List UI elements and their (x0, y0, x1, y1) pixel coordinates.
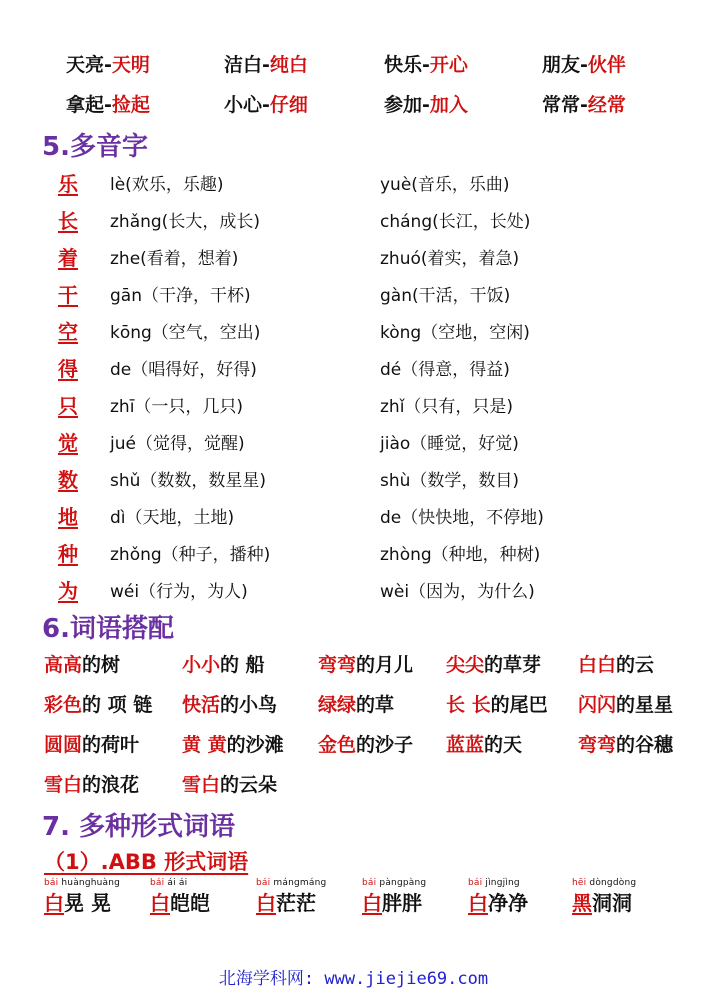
collocation-row (0, 730, 707, 762)
collocation: 圆圆的荷叶 (44, 734, 140, 756)
polyphone-row (0, 538, 707, 568)
collocation: 白白的云 (578, 654, 655, 676)
polyphone-char: 长 (58, 209, 78, 233)
reading-2: shù（数学，数目) (380, 471, 520, 491)
polyphone-char: 空 (58, 320, 78, 344)
polyphone-row (0, 427, 707, 457)
collocation: 蓝蓝的天 (446, 734, 523, 756)
collocation: 闪闪的星星 (578, 694, 674, 716)
collocation: 快活的小鸟 (182, 694, 278, 716)
reading-1: de（唱得好，好得) (110, 360, 257, 380)
collocation: 金色的沙子 (318, 734, 414, 756)
section-title-collocations: 6.词语搭配 (42, 614, 174, 644)
reading-1: zhǒng（种子，播种) (110, 545, 271, 565)
collocation: 高高的树 (44, 654, 121, 676)
polyphone-char: 为 (58, 579, 78, 603)
synonym-pair: 常常-经常 (542, 94, 626, 116)
reading-1: jué（觉得，觉醒) (110, 434, 245, 454)
reading-1: zhe(看着，想着) (110, 249, 239, 269)
polyphone-row (0, 501, 707, 531)
reading-2: wèi（因为，为什么) (380, 582, 535, 602)
collocation: 绿绿的草 (318, 694, 395, 716)
synonym-row (0, 90, 707, 120)
reading-2: jiào（睡觉，好觉) (380, 434, 519, 454)
pinyin: hēi dòngdòng (572, 878, 637, 888)
polyphone-row (0, 464, 707, 494)
reading-1: zhǎng(长大，成长) (110, 212, 260, 232)
polyphone-char: 地 (58, 505, 78, 529)
polyphone-char: 只 (58, 394, 78, 418)
collocation: 尖尖的草芽 (446, 654, 542, 676)
synonym-pair: 小心-仔细 (224, 94, 308, 116)
collocation: 弯弯的谷穗 (578, 734, 674, 756)
reading-2: dé（得意，得益) (380, 360, 510, 380)
polyphone-row (0, 279, 707, 309)
collocation: 雪白的云朵 (182, 774, 278, 796)
collocation-row (0, 650, 707, 682)
pinyin: bái pàngpàng (362, 878, 427, 888)
collocation-row (0, 770, 707, 802)
synonym-pair: 参加-加入 (384, 94, 468, 116)
reading-1: kōng（空气，空出) (110, 323, 261, 343)
reading-2: cháng(长江，长处) (380, 212, 531, 232)
synonym-pair: 天亮-天明 (66, 54, 150, 76)
polyphone-row (0, 575, 707, 605)
abb-word: bái huànghuàng 白晃 晃 (44, 878, 154, 916)
collocation: 长 长的尾巴 (446, 694, 548, 716)
footer-website: 北海学科网: www.jiejie69.com (218, 969, 489, 989)
polyphone-char: 得 (58, 357, 78, 381)
abb-word: bái mángmáng 白茫茫 (256, 878, 366, 916)
reading-1: dì（天地，土地) (110, 508, 235, 528)
reading-1: shǔ（数数，数星星) (110, 471, 267, 491)
polyphone-row (0, 390, 707, 420)
collocation: 黄 黄的沙滩 (182, 734, 284, 756)
pinyin: bái mángmáng (256, 878, 327, 888)
polyphone-row (0, 242, 707, 272)
section-title-polyphones: 5.多音字 (42, 132, 148, 162)
polyphone-char: 乐 (58, 172, 78, 196)
synonym-pair: 洁白-纯白 (224, 54, 308, 76)
synonym-row (0, 50, 707, 80)
collocation: 弯弯的月儿 (318, 654, 414, 676)
pinyin: bái ái ái (150, 878, 188, 888)
polyphone-char: 干 (58, 283, 78, 307)
reading-2: zhǐ（只有，只是) (380, 397, 514, 417)
reading-1: wéi（行为，为人) (110, 582, 248, 602)
polyphone-row (0, 353, 707, 383)
reading-2: yuè(音乐，乐曲) (380, 175, 510, 195)
abb-word: hēi dòngdòng 黑洞洞 (572, 878, 682, 916)
synonym-pair: 快乐-开心 (384, 54, 468, 76)
polyphone-char: 种 (58, 542, 78, 566)
reading-2: zhuó(着实，着急) (380, 249, 520, 269)
polyphone-char: 着 (58, 246, 78, 270)
pinyin: bái jìngjìng (468, 878, 520, 888)
synonym-pair: 拿起-捡起 (66, 94, 150, 116)
abb-word: bái jìngjìng 白净净 (468, 878, 578, 916)
polyphone-char: 觉 (58, 431, 78, 455)
polyphone-row (0, 168, 707, 198)
reading-1: zhī（一只，几只) (110, 397, 244, 417)
reading-2: de（快快地，不停地) (380, 508, 544, 528)
reading-1: gān（干净，干杯) (110, 286, 251, 306)
subsection-title-abb: （1）.ABB 形式词语 (44, 850, 249, 874)
reading-2: zhòng（种地，种树) (380, 545, 541, 565)
collocation-row (0, 690, 707, 722)
section-title-word-forms: 7. 多种形式词语 (42, 812, 236, 842)
polyphone-row (0, 316, 707, 346)
reading-2: gàn(干活，干饭) (380, 286, 511, 306)
collocation: 彩色的 项 链 (44, 694, 153, 716)
synonym-pair: 朋友-伙伴 (542, 54, 626, 76)
polyphone-row (0, 205, 707, 235)
reading-2: kòng（空地，空闲) (380, 323, 530, 343)
abb-word: bái ái ái 白皑皑 (150, 878, 260, 916)
polyphone-char: 数 (58, 468, 78, 492)
reading-1: lè(欢乐，乐趣) (110, 175, 224, 195)
pinyin: bái huànghuàng (44, 878, 121, 888)
collocation: 小小的 船 (182, 654, 265, 676)
abb-word: bái pàngpàng 白胖胖 (362, 878, 472, 916)
collocation: 雪白的浪花 (44, 774, 140, 796)
